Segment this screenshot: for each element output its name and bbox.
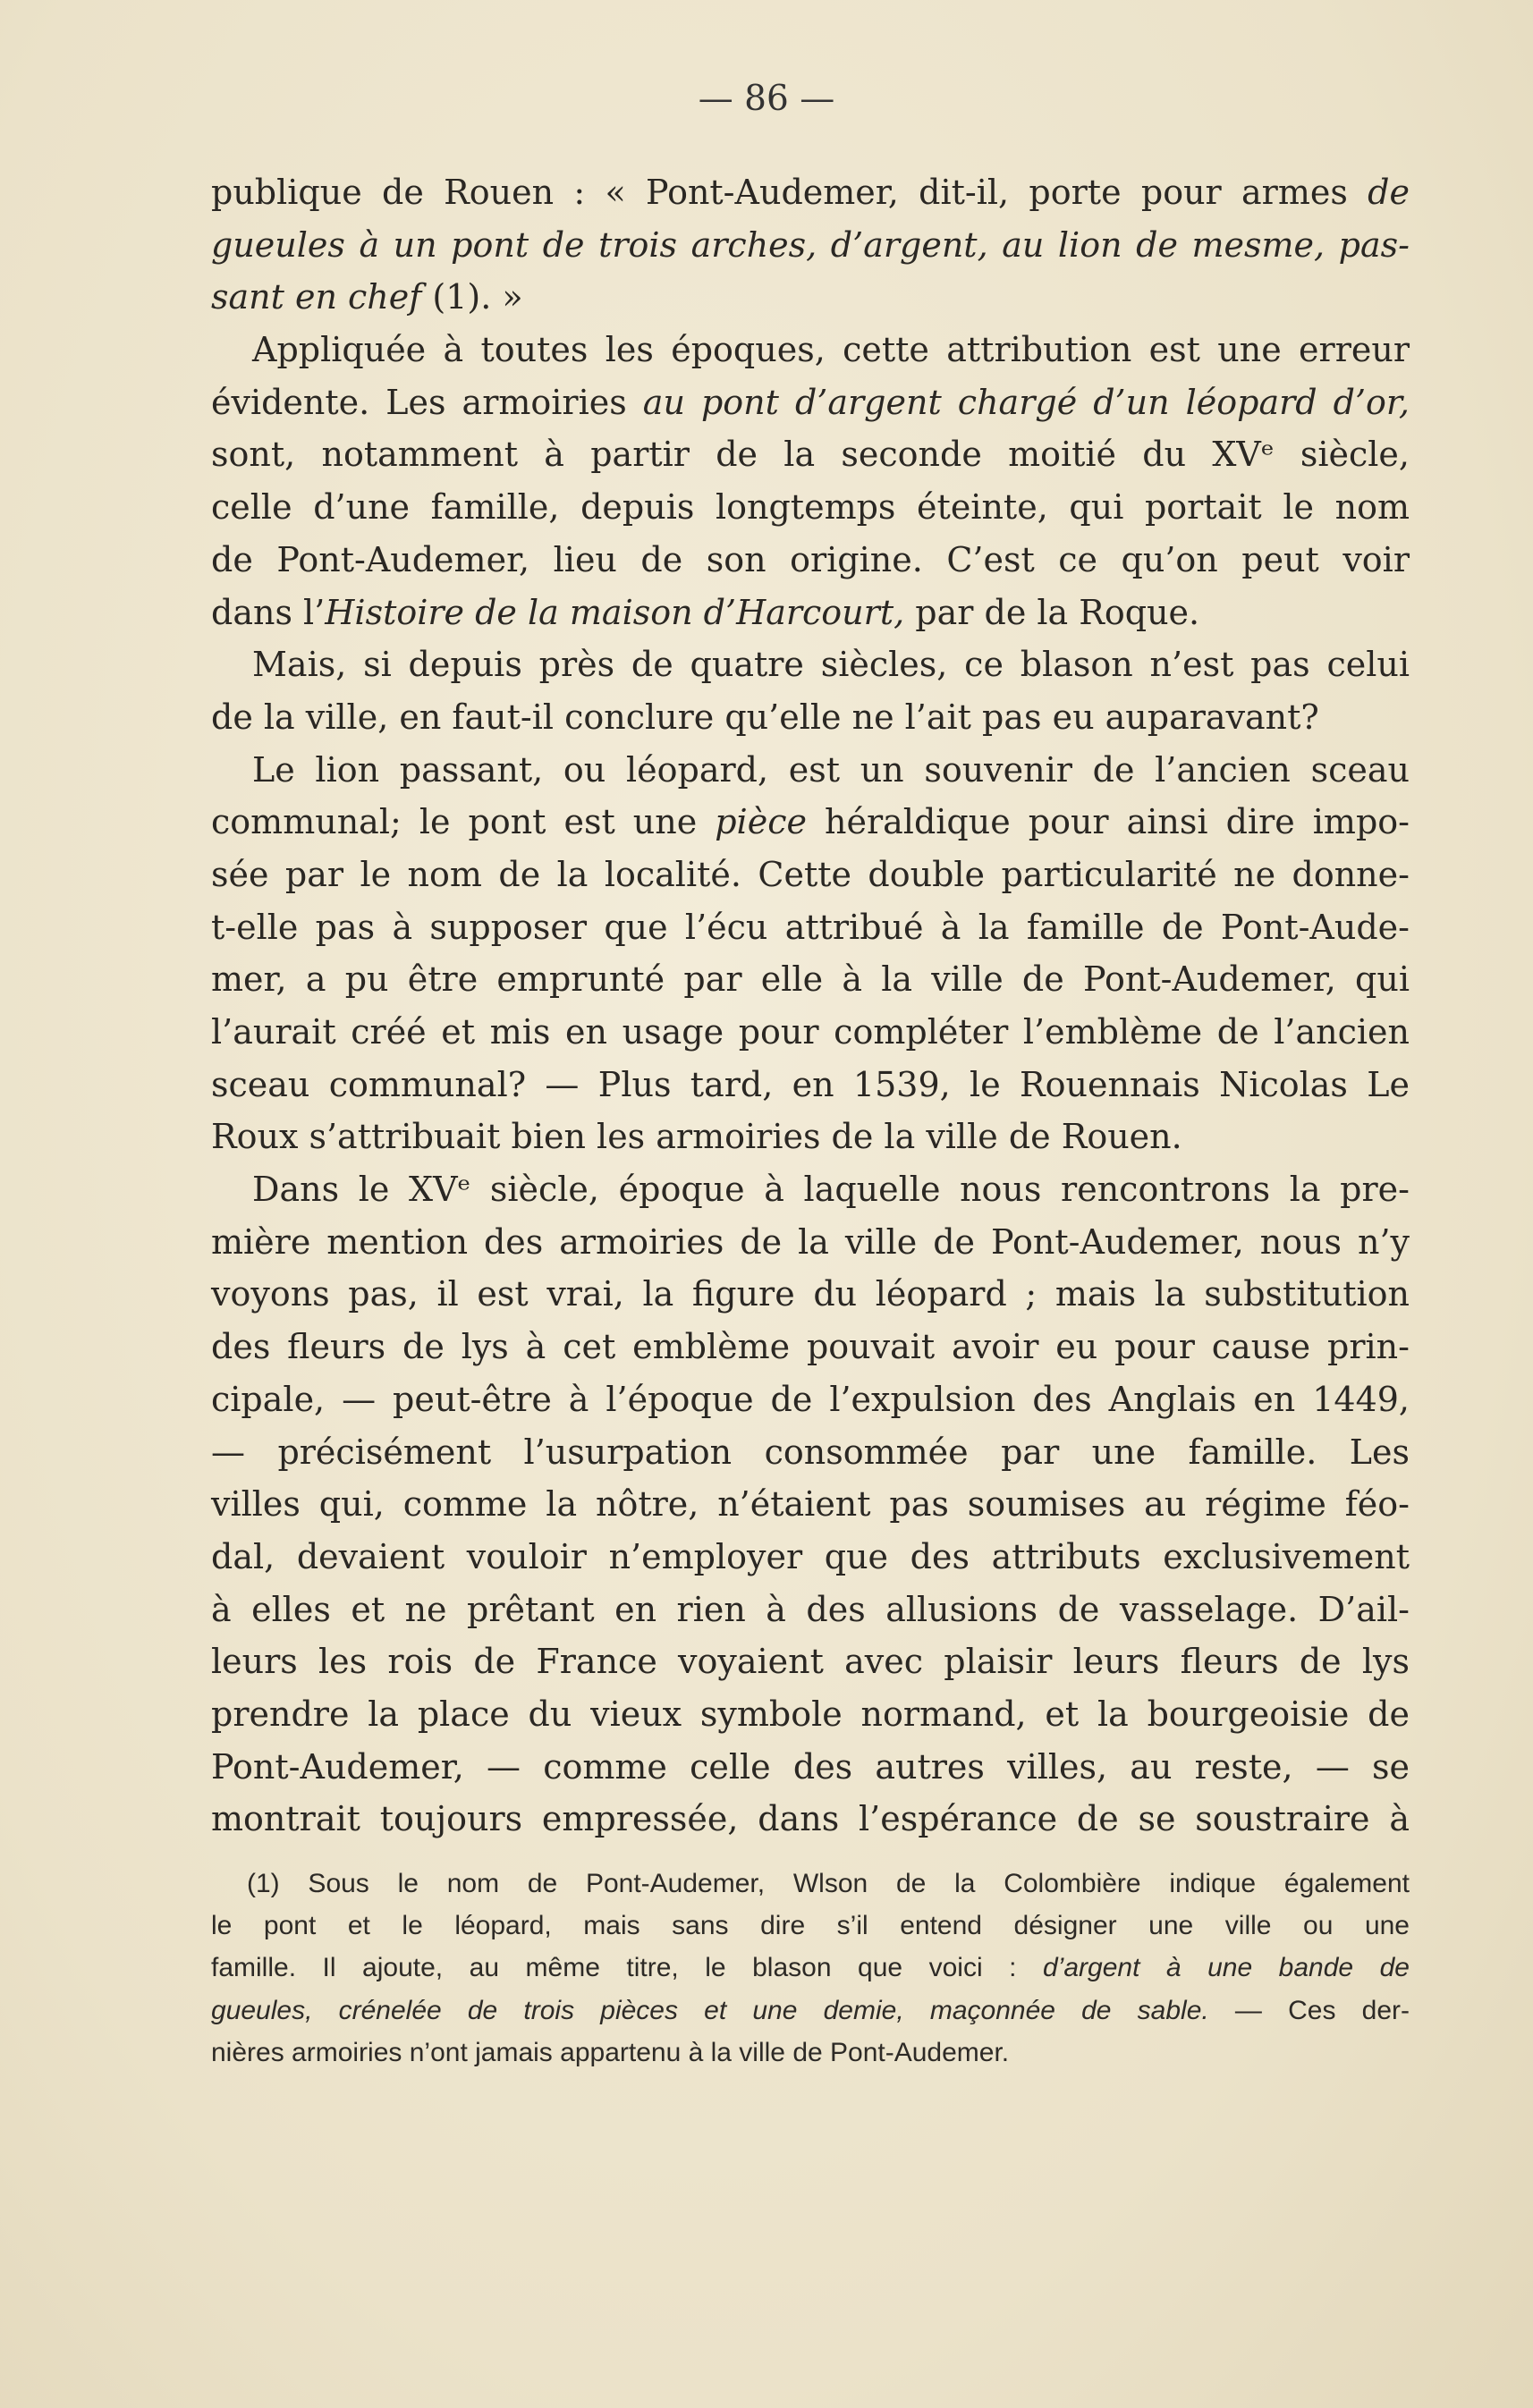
text-segment: nières armoiries n’ont jamais appartenu à la ville de Pont-Audemer. [211, 2037, 1010, 2067]
text-segment: Appliquée à toutes les époques, cette attribution est une erreur [252, 330, 1410, 370]
body-line [211, 691, 1410, 744]
text-segment: mière mention des armoiries de la ville de Pont-Audemer, nous n’y [211, 1221, 1410, 1262]
text-segment: le pont et le léopard, mais sans dire s’il entend désigner une ville ou une [211, 1911, 1410, 1941]
body-line [211, 1268, 1410, 1321]
text-segment: à elles et ne prêtant en rien à des allusions de vasselage. D’ail- [211, 1589, 1410, 1629]
italic-text-segment: gueules, crénelée de trois pièces et une demie, maçonnée de sable. [211, 1995, 1209, 2025]
page-number: — 86 — [698, 79, 835, 119]
text-segment: (1) Sous le nom de Pont-Audemer, Wlson de la Colombière indique également [247, 1869, 1410, 1898]
text-segment: mer, a pu être emprunté par elle à la ville de Pont-Audemer, qui [211, 959, 1410, 1000]
text-segment: communal; le pont est une [211, 802, 716, 842]
body-line [211, 324, 1410, 376]
text-segment: villes qui, comme la nôtre, n’étaient pas soumises au régime féo- [211, 1484, 1410, 1525]
text-segment: dal, devaient vouloir n’employer que des attributs exclusivement [211, 1536, 1410, 1576]
text-segment: dans l’ [211, 592, 326, 632]
text-segment: cipale, — peut-être à l’époque de l’expulsion des Anglais en 1449, [211, 1379, 1410, 1419]
body-line [211, 1321, 1410, 1373]
body-line [211, 744, 1410, 797]
body-line [211, 1531, 1410, 1584]
text-segment: par de la Roque. [904, 592, 1200, 632]
text-segment: publique de Rouen : « Pont-Audemer, dit-il, porte pour armes [211, 173, 1368, 212]
text-segment: prendre la place du vieux symbole normand, et la bourgeoisie de [211, 1694, 1410, 1734]
text-segment: de Pont-Audemer, lieu de son origine. C’est ce qu’on peut voir [211, 539, 1410, 579]
body-line [211, 1584, 1410, 1636]
text-segment: Dans le XVᵉ siècle, époque à laquelle nous rencontrons la pre- [252, 1170, 1410, 1210]
footnotes [211, 1863, 1410, 2074]
body-line [211, 1688, 1410, 1741]
text-segment: (1). » [421, 277, 523, 317]
text-segment: t-elle pas à supposer que l’écu attribué à la famille de Pont-Aude- [211, 907, 1410, 947]
body-text [211, 166, 1410, 1846]
body-line [211, 1635, 1410, 1688]
italic-text-segment: sant en chef [211, 277, 422, 317]
body-line [211, 901, 1410, 954]
body-line [211, 166, 1410, 219]
body-line [211, 1478, 1410, 1531]
text-segment: — précisément l’usurpation consommée par une famille. Les [211, 1432, 1410, 1472]
text-segment: sée par le nom de la localité. Cette double particularité ne donne- [211, 854, 1410, 894]
body-line [211, 849, 1410, 901]
body-line [211, 534, 1410, 587]
text-segment: — Ces der- [1208, 1995, 1410, 2025]
text-segment: sceau communal? — Plus tard, en 1539, le Rouennais Nicolas Le [211, 1064, 1410, 1104]
footnote-line [211, 2032, 1410, 2074]
body-line [211, 1006, 1410, 1059]
footnote-line [211, 1990, 1410, 2032]
body-line [211, 1163, 1410, 1216]
body-line [211, 1741, 1410, 1794]
italic-text-segment: d’argent à une bande de [1042, 1953, 1410, 1983]
body-line [211, 1059, 1410, 1111]
text-segment: des fleurs de lys à cet emblème pouvait avoir eu pour cause prin- [211, 1327, 1410, 1367]
text-segment: famille. Il ajoute, au même titre, le blason que voici : [211, 1953, 1043, 1983]
text-segment: montrait toujours empressée, dans l’espérance de se soustraire à [211, 1799, 1410, 1839]
text-segment: de la ville, en faut-il conclure qu’elle ne l’ait pas eu auparavant? [211, 697, 1319, 737]
text-segment: héraldique pour ainsi dire impo- [806, 802, 1410, 842]
body-line [211, 638, 1410, 691]
italic-text-segment: gueules à un pont de trois arches, d’argent, au lion de mesme, pas- [211, 224, 1410, 265]
body-line [211, 1111, 1410, 1163]
text-segment: évidente. Les armoiries [211, 382, 643, 422]
text-segment: l’aurait créé et mis en usage pour compléter l’emblème de l’ancien [211, 1012, 1410, 1052]
footnote-line [211, 1863, 1410, 1905]
italic-text-segment: de [1368, 173, 1410, 212]
text-segment: Roux s’attribuait bien les armoiries de la ville de Rouen. [211, 1117, 1182, 1157]
body-line [211, 428, 1410, 481]
footnote-line [211, 1905, 1410, 1947]
text-segment: voyons pas, il est vrai, la figure du léopard ; mais la substitution [211, 1274, 1410, 1314]
italic-text-segment: Histoire de la maison d’Harcourt, [325, 592, 905, 632]
text-segment: Mais, si depuis près de quatre siècles, ce blason n’est pas celui [252, 645, 1410, 685]
body-line [211, 271, 1410, 324]
body-line [211, 796, 1410, 849]
text-segment: Le lion passant, ou léopard, est un souvenir de l’ancien sceau [252, 749, 1410, 790]
italic-text-segment: pièce [715, 802, 807, 842]
body-line [211, 953, 1410, 1006]
body-line [211, 1373, 1410, 1426]
body-line [211, 376, 1410, 429]
body-line [211, 219, 1410, 272]
body-line [211, 587, 1410, 639]
text-segment: Pont-Audemer, — comme celle des autres villes, au reste, — se [211, 1746, 1410, 1787]
text-segment: leurs les rois de France voyaient avec plaisir leurs fleurs de lys [211, 1642, 1410, 1682]
footnote-line [211, 1947, 1410, 1989]
text-segment: sont, notamment à partir de la seconde moitié du XVᵉ siècle, [211, 435, 1410, 475]
body-line [211, 1793, 1410, 1846]
italic-text-segment: au pont d’argent chargé d’un léopard d’or, [642, 382, 1410, 422]
text-segment: celle d’une famille, depuis longtemps éteinte, qui portait le nom [211, 487, 1410, 528]
body-line [211, 1426, 1410, 1479]
body-line [211, 481, 1410, 534]
body-line [211, 1216, 1410, 1269]
